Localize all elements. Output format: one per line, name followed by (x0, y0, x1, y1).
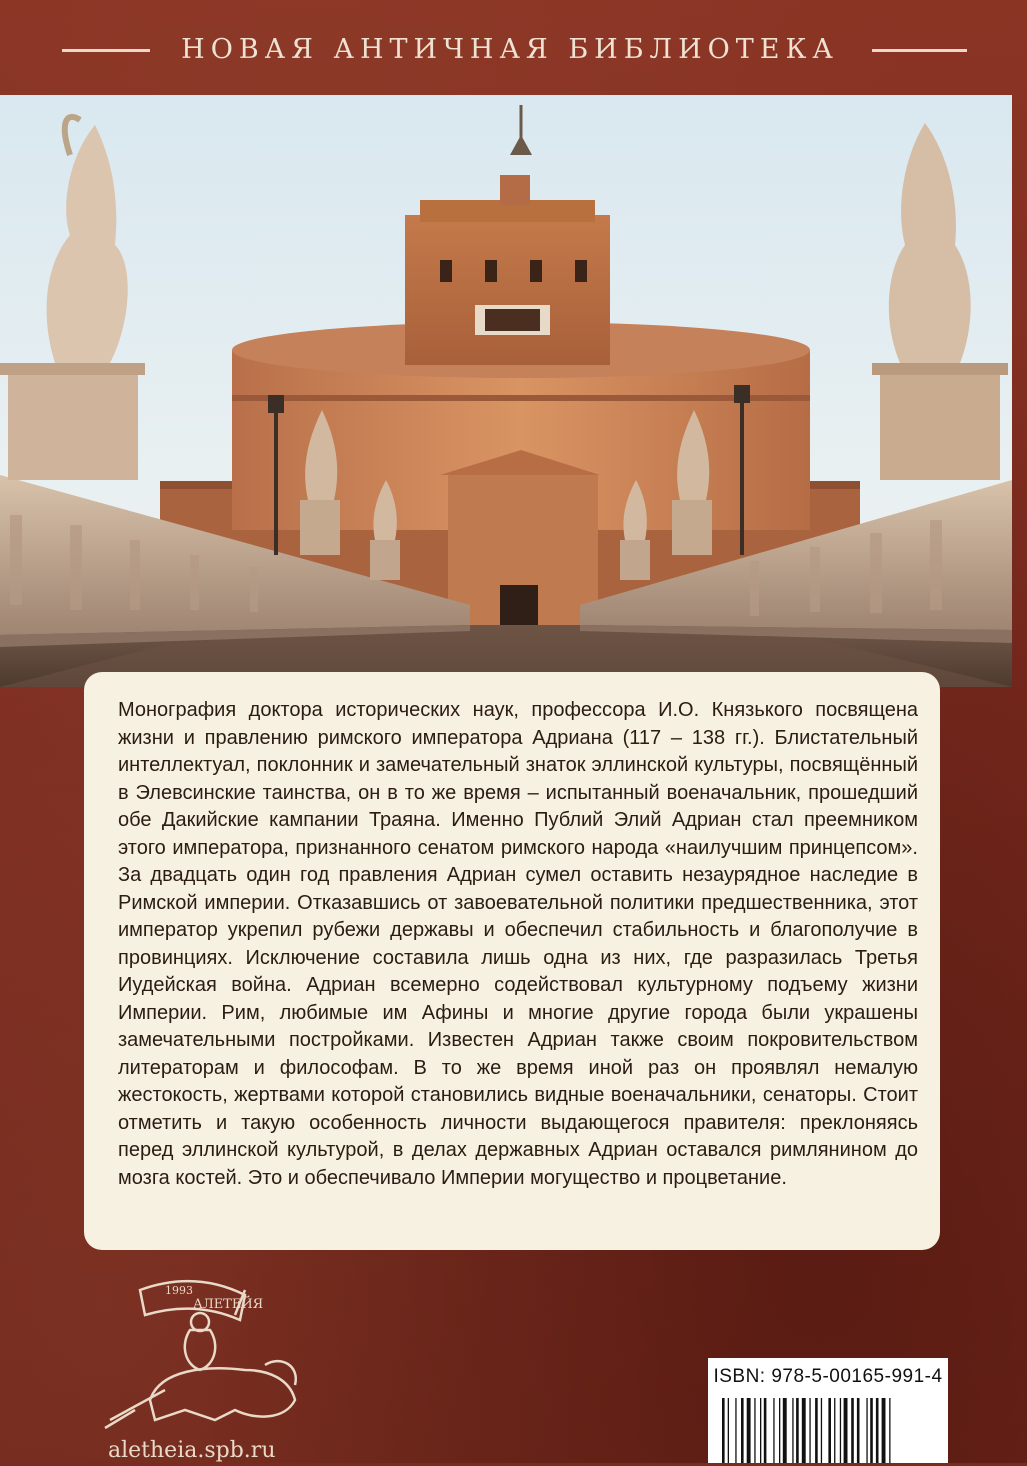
cover-photo (0, 95, 1012, 687)
logo-year: 1993 (165, 1284, 193, 1297)
series-line-left (62, 49, 150, 52)
castel-sant-angelo-illustration (0, 95, 1012, 687)
publisher-logo (95, 1270, 325, 1435)
book-description: Монография доктора исторических наук, профессора И.О. Князького посвящена жизни и правлению римского императора Адриана (117 – 138 гг.). Блистательный интеллектуал, поклонник и замечательный знаток эллинской культуры, посвящённый в Элевсинские таинства, он в то же время – испытанный военачальник, прошедший обе Дакийские кампании Траяна. Именно Публий Элий Адриан стал преемником этого императора, признанного сенатом римского народа «наилучшим принцепсом». За двадцать один год правления Адриан сумел оставить незаурядное наследие в Римской империи. Отказавшись от завоевательной политики предшественника, этот император укрепил рубежи державы и обеспечил стабильность и благополучие в провинциях. Исключение составила лишь одна из них, где разразилась Третья Иудейская война. Адриан всемерно содействовал культурному подъему жизни Империи. Рим, любимые им Афины и многие другие города были украшены замечательными постройками. Известен Адриан также своим покровительством литераторам и философам. В то же время иной раз он проявлял немалую жестокость, жертвами которой становились видные военачальники, сенаторы. Стоит отметить и такую особенность личности выдающегося правителя: преклоняясь перед эллинской культурой, в делах державных Адриан оставался римлянином до мозга костей. Это и обеспечивало Империи могущество и процветание. (118, 699, 918, 1189)
aletheia-lion-icon (95, 1270, 325, 1435)
series-title: НОВАЯ АНТИЧНАЯ БИБЛИОТЕКА (181, 34, 839, 65)
isbn-barcode-block (708, 1358, 948, 1463)
logo-name: АЛЕТЕЙЯ (193, 1297, 264, 1312)
isbn-label: ISBN: 978-5-00165-991-4 (713, 1366, 943, 1387)
series-line-right (872, 49, 967, 52)
publisher-website[interactable]: aletheia.spb.ru (108, 1438, 276, 1463)
barcode-icon (722, 1398, 934, 1463)
